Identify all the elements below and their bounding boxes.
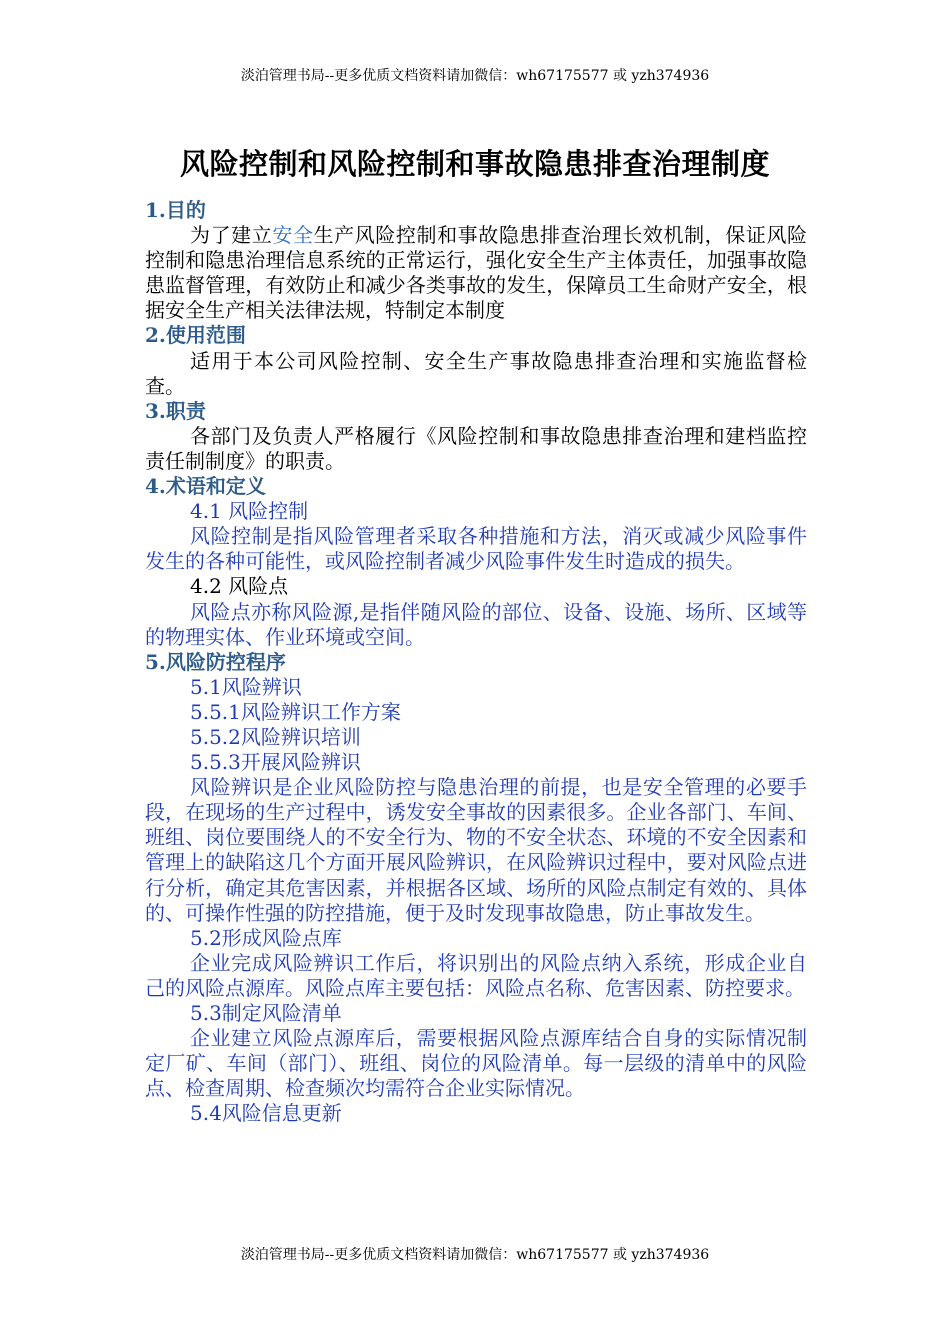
subheading-risk-point: 4.2 风险点 bbox=[190, 574, 289, 599]
purpose-text-start: 为了建立 bbox=[190, 223, 273, 248]
safety-link[interactable]: 安全 bbox=[272, 223, 314, 248]
subheading-risk-identification: 5.1风险辨识 bbox=[190, 674, 302, 699]
risk-list-paragraph: 企业建立风险点源库后，需要根据风险点源库结合自身的实际情况制定厂矿、车间（部门）、班组、岗位的风险清单。每一层级的清单中的风险点、检查周期、检查频次均需符合企业实际情况。 bbox=[145, 1026, 807, 1101]
section-heading-procedure: 5.风险防控程序 bbox=[145, 649, 286, 674]
subheading-identification-training: 5.5.2风险辨识培训 bbox=[190, 724, 361, 749]
subheading-risk-info-update: 5.4风险信息更新 bbox=[190, 1101, 342, 1126]
purpose-text-rest: 生产风险控制和事故隐患排查治理长效机制，保证风险控制和隐患治理信息系统的正常运行，强化安全生产主体责任，加强事故隐患监督管理，有效防止和减少各类事故的发生，保障员工生命财产安全，根据安全生产相关法律法规，特制定本制度 bbox=[145, 223, 808, 323]
document-body bbox=[145, 198, 807, 1126]
duties-paragraph: 各部门及负责人严格履行《风险控制和事故隐患排查治理和建档监控责任制制度》的职责。 bbox=[145, 423, 807, 473]
section-heading-purpose: 1.目的 bbox=[145, 198, 206, 222]
section-heading-terms: 4.术语和定义 bbox=[145, 474, 266, 499]
page-footer: 淡泊管理书局--更多优质文档资料请加微信：wh67175577 或 yzh374936 bbox=[240, 1247, 710, 1263]
section-heading-scope: 2.使用范围 bbox=[145, 323, 246, 348]
identification-paragraph: 风险辨识是企业风险防控与隐患治理的前提，也是安全管理的必要手段，在现场的生产过程中，诱发安全事故的因素很多。企业各部门、车间、班组、岗位要围绕人的不安全行为、物的不安全状态、环境的不安全因素和管理上的缺陷这几个方面开展风险辨识，在风险辨识过程中，要对风险点进行分析，确定其危害因素，并根据各区域、场所的风险点制定有效的、具体的、可操作性强的防控措施，便于及时发现事故隐患，防止事故发生。 bbox=[145, 775, 807, 925]
risk-library-paragraph: 企业完成风险辨识工作后，将识别出的风险点纳入系统，形成企业自己的风险点源库。风险点库主要包括：风险点名称、危害因素、防控要求。 bbox=[145, 950, 807, 1000]
page-header: 淡泊管理书局--更多优质文档资料请加微信：wh67175577 或 yzh374936 bbox=[240, 68, 710, 84]
section-heading-duties: 3.职责 bbox=[145, 398, 206, 423]
subheading-risk-control: 4.1 风险控制 bbox=[190, 499, 309, 524]
purpose-paragraph bbox=[145, 223, 807, 323]
subheading-risk-point-library: 5.2形成风险点库 bbox=[190, 925, 342, 950]
subheading-identification-plan: 5.5.1风险辨识工作方案 bbox=[190, 699, 401, 724]
scope-paragraph: 适用于本公司风险控制、安全生产事故隐患排查治理和实施监督检查。 bbox=[145, 348, 807, 398]
subheading-risk-list: 5.3制定风险清单 bbox=[190, 1001, 342, 1025]
risk-point-paragraph: 风险点亦称风险源,是指伴随风险的部位、设备、设施、场所、区域等的物理实体、作业环境或空间。 bbox=[145, 599, 807, 649]
subheading-conduct-identification: 5.5.3开展风险辨识 bbox=[190, 750, 361, 775]
risk-control-paragraph: 风险控制是指风险管理者采取各种措施和方法，消灭或减少风险事件发生的各种可能性，或风险控制者减少风险事件发生时造成的损失。 bbox=[145, 524, 807, 574]
document-title: 风险控制和风险控制和事故隐患排查治理制度 bbox=[179, 147, 770, 181]
